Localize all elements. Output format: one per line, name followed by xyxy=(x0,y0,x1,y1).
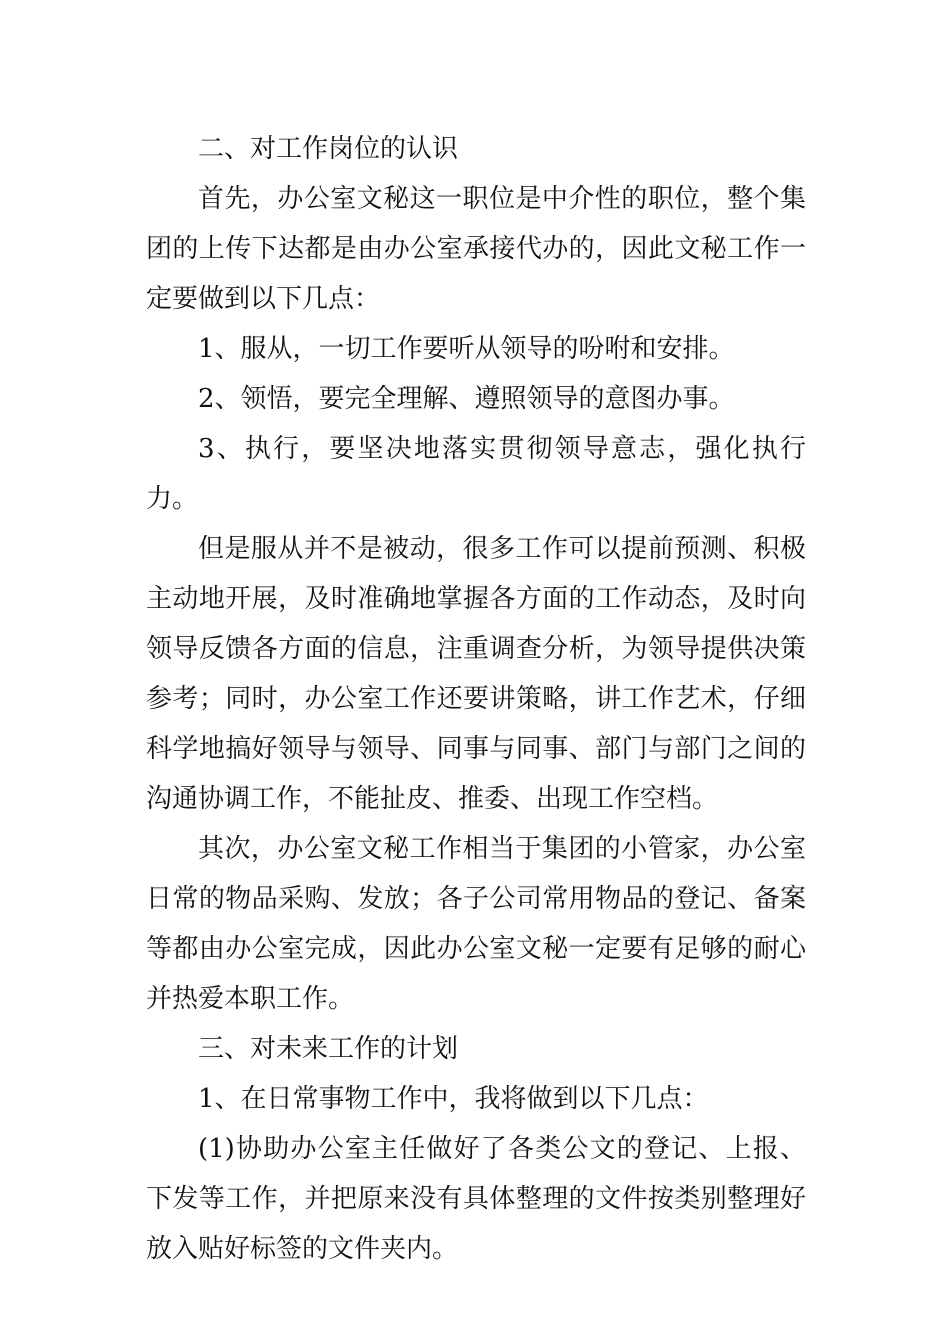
list-item-daily-work: 1、在日常事物工作中，我将做到以下几点： xyxy=(198,1084,709,1114)
heading-future-plan: 三、对未来工作的计划 xyxy=(198,1034,459,1064)
paragraph-secondly: 其次，办公室文秘工作相当于集团的小管家，办公室日常的物品采购、发放；各子公司常用物品的登记、备案等都由办公室完成，因此办公室文秘一定要有足够的耐心并热爱本职工作。 xyxy=(146,834,806,1014)
heading-job-understanding: 二、对工作岗位的认识 xyxy=(198,134,459,164)
list-item-comprehend: 2、领悟，要完全理解、遵照领导的意图办事。 xyxy=(198,384,735,414)
list-item-obey: 1、服从，一切工作要听从领导的吩咐和安排。 xyxy=(198,334,735,364)
paragraph-however: 但是服从并不是被动，很多工作可以提前预测、积极主动地开展，及时准确地掌握各方面的工作动态，及时向领导反馈各方面的信息，注重调查分析，为领导提供决策参考；同时，办公室工作还要讲策略，讲工作艺术，仔细科学地搞好领导与领导、同事与同事、部门与部门之间的沟通协调工作，不能扯皮、推委、出现工作空档。 xyxy=(146,534,806,814)
document-body xyxy=(146,124,806,1274)
sub-item-documents: (1)协助办公室主任做好了各类公文的登记、上报、下发等工作，并把原来没有具体整理的文件按类别整理好放入贴好标签的文件夹内。 xyxy=(146,1134,806,1264)
paragraph-firstly: 首先，办公室文秘这一职位是中介性的职位，整个集团的上传下达都是由办公室承接代办的，因此文秘工作一定要做到以下几点： xyxy=(146,184,806,314)
list-item-execute: 3、执行，要坚决地落实贯彻领导意志，强化执行力。 xyxy=(146,434,806,514)
